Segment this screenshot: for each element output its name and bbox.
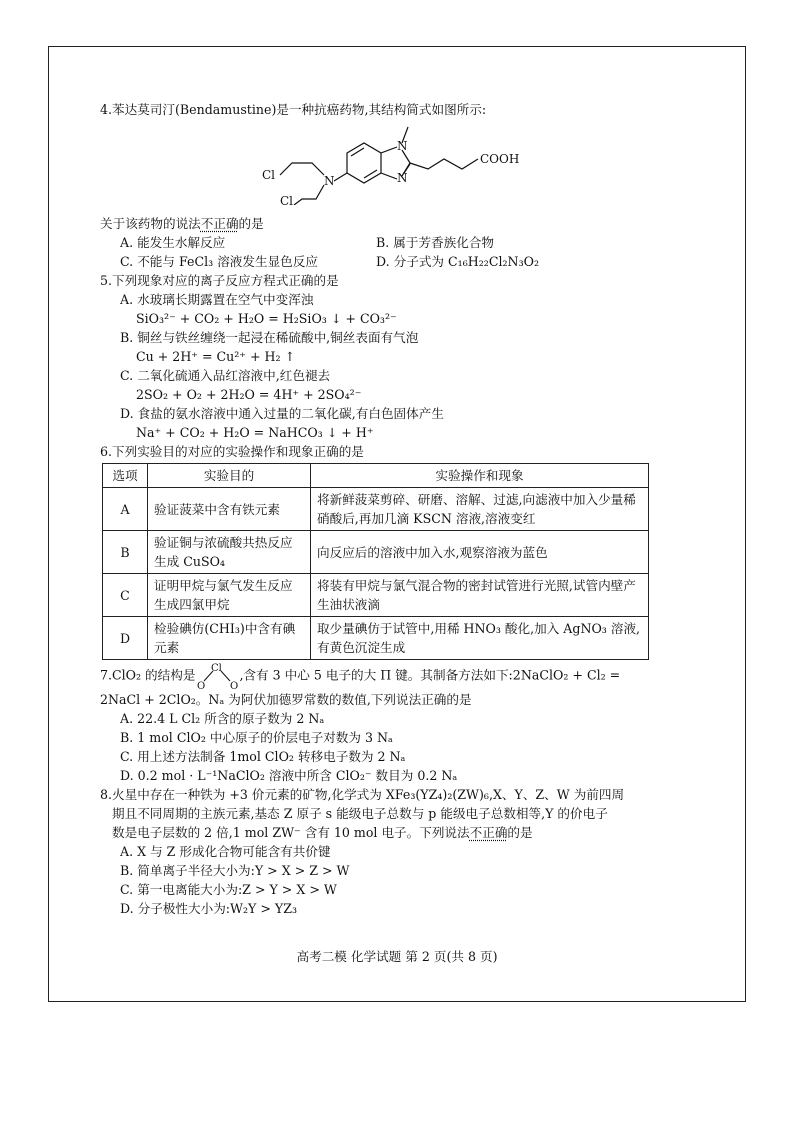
clo2-cl: Cl: [211, 663, 223, 674]
q5-option-b[interactable]: B. 铜丝与铁丝缠绕一起浸在稀硫酸中,铜丝表面有气泡: [120, 330, 419, 345]
table-row: [103, 531, 649, 574]
clo2-structure: [195, 662, 239, 690]
row-d-operation: 取少量碘仿于试管中,用稀 HNO₃ 酸化,加入 AgNO₃ 溶液,有黄色沉淀生成: [311, 617, 649, 660]
struct-n3: N: [397, 171, 408, 185]
q4-option-b[interactable]: B. 属于芳香族化合物: [376, 235, 495, 250]
header-purpose: 实验目的: [148, 464, 311, 488]
q5-equation-d: Na⁺ + CO₂ + H₂O = NaHCO₃ ↓ + H⁺: [136, 425, 374, 440]
q4-option-a[interactable]: A. 能发生水解反应: [120, 235, 226, 250]
q5-stem: 5.下列现象对应的离子反应方程式正确的是: [100, 273, 339, 288]
q8-line2: 期且不同周期的主族元素,基态 Z 原子 s 能级电子总数与 p 能级电子总数相等,Y 的价电子: [112, 806, 608, 821]
q6-stem: 6.下列实验目的对应的实验操作和现象正确的是: [100, 444, 364, 459]
struct-n1: N: [397, 139, 408, 153]
table-header-row: [103, 464, 649, 488]
q5-option-d[interactable]: D. 食盐的氨水溶液中通入过量的二氧化碳,有白色固体产生: [120, 406, 444, 421]
q4-option-d[interactable]: D. 分子式为 C₁₆H₂₂Cl₂N₃O₂: [376, 254, 539, 269]
q8-option-b[interactable]: B. 简单离子半径大小为:Y > X > Z > W: [120, 863, 350, 878]
q5-equation-c: 2SO₂ + O₂ + 2H₂O = 4H⁺ + 2SO₄²⁻: [136, 387, 362, 402]
row-c-operation: 将装有甲烷与氯气混合物的密封试管进行光照,试管内壁产生油状液滴: [311, 574, 649, 617]
struct-cl2: Cl: [280, 194, 294, 205]
q8-option-c[interactable]: C. 第一电离能大小为:Z > Y > X > W: [120, 882, 337, 897]
clo2-o2: O: [230, 681, 239, 690]
q6-table: [102, 463, 649, 660]
q4-options-ab: [100, 233, 660, 252]
row-a-purpose: 验证菠菜中含有铁元素: [148, 488, 311, 531]
table-row: [103, 617, 649, 660]
q8-line3: 数是电子层数的 2 倍,1 mol ZW⁻ 含有 10 mol 电子。下列说法不正确的是: [112, 825, 533, 840]
row-c-purpose: 证明甲烷与氯气发生反应生成四氯甲烷: [148, 574, 311, 617]
q5-equation-a: SiO₃²⁻ + CO₂ + H₂O = H₂SiO₃ ↓ + CO₃²⁻: [136, 311, 397, 326]
q5-option-c[interactable]: C. 二氧化硫通入品红溶液中,红色褪去: [120, 368, 331, 383]
q4-option-c[interactable]: C. 不能与 FeCl₃ 溶液发生显色反应: [120, 254, 318, 269]
q7-option-c[interactable]: C. 用上述方法制备 1mol ClO₂ 转移电子数为 2 Nₐ: [120, 749, 406, 764]
exam-content: [100, 100, 660, 918]
struct-cooh: COOH: [480, 152, 520, 166]
bendamustine-structure: [252, 123, 542, 205]
q7-option-d[interactable]: D. 0.2 mol · L⁻¹NaClO₂ 溶液中所含 ClO₂⁻ 数目为 0.2 Nₐ: [120, 768, 458, 783]
row-d-purpose: 检验碘仿(CHI₃)中含有碘元素: [148, 617, 311, 660]
q7-option-a[interactable]: A. 22.4 L Cl₂ 所含的原子数为 2 Nₐ: [120, 711, 325, 726]
q5-equation-b: Cu + 2H⁺ = Cu²⁺ + H₂ ↑: [136, 349, 296, 364]
table-row: [103, 488, 649, 531]
page-footer: 高考二模 化学试题 第 2 页(共 8 页): [296, 949, 498, 964]
table-row: [103, 574, 649, 617]
row-a-label[interactable]: A: [103, 488, 148, 531]
q8-option-a[interactable]: A. X 与 Z 形成化合物可能含有共价键: [120, 844, 331, 859]
row-b-operation: 向反应后的溶液中加入水,观察溶液为蓝色: [311, 531, 649, 574]
q5-option-a[interactable]: A. 水玻璃长期露置在空气中变浑浊: [120, 292, 314, 307]
q7-stem-line2: 2NaCl + 2ClO₂。Nₐ 为阿伏加德罗常数的数值,下列说法正确的是: [100, 692, 472, 707]
row-a-operation: 将新鲜菠菜剪碎、研磨、溶解、过滤,向滤液中加入少量稀硝酸后,再加几滴 KSCN 溶液,溶液变红: [311, 488, 649, 531]
header-operation: 实验操作和现象: [311, 464, 649, 488]
q7-option-b[interactable]: B. 1 mol ClO₂ 中心原子的价层电子对数为 3 Nₐ: [120, 730, 393, 745]
row-c-label[interactable]: C: [103, 574, 148, 617]
header-option: 选项: [103, 464, 148, 488]
row-b-label[interactable]: B: [103, 531, 148, 574]
struct-cl1: Cl: [262, 168, 276, 182]
q8-option-d[interactable]: D. 分子极性大小为:W₂Y > YZ₃: [120, 901, 298, 916]
q7-stem: 7.ClO₂ 的结构是 Cl O O ,含有 3 中心 5 电子的大 Π 键。其制备方法如下:2NaClO₂ + Cl₂ =: [100, 663, 621, 690]
clo2-o1: O: [197, 681, 206, 690]
q8-line1: 8.火星中存在一种铁为 +3 价元素的矿物,化学式为 XFe₃(YZ₄)₂(ZW)₆,X、Y、Z、W 为前四周: [100, 787, 625, 802]
q4-stem: 4.苯达莫司汀(Bendamustine)是一种抗癌药物,其结构简式如图所示:: [100, 102, 487, 117]
struct-n-amine: N: [324, 174, 335, 188]
row-d-label[interactable]: D: [103, 617, 148, 660]
q4-options-cd: [100, 252, 660, 271]
row-b-purpose: 验证铜与浓硫酸共热反应生成 CuSO₄: [148, 531, 311, 574]
q4-ask: 关于该药物的说法不正确的是: [100, 216, 264, 231]
